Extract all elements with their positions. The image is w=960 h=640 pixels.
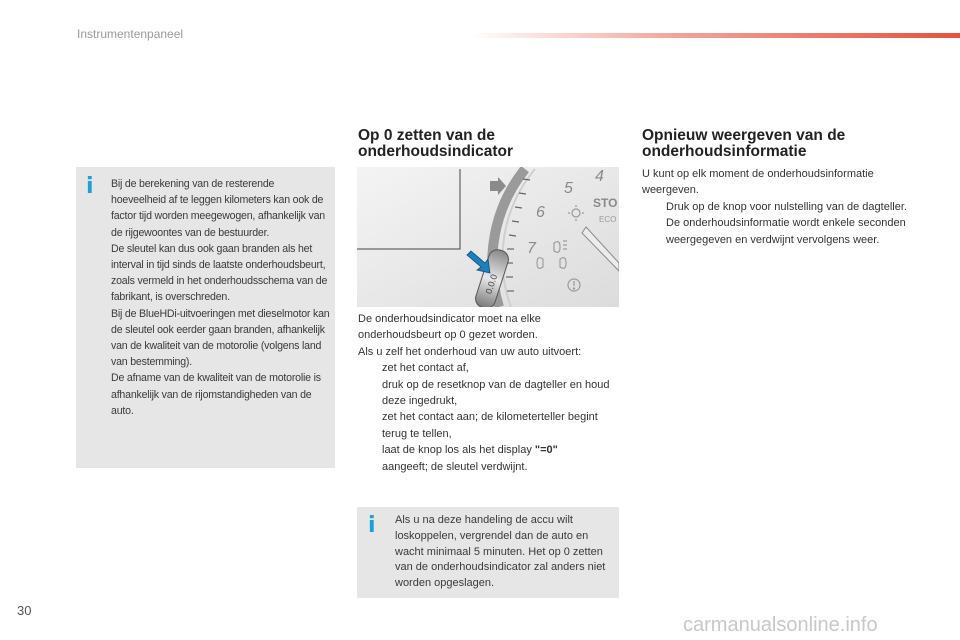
display-value: "=0" [534,444,558,457]
list-item [358,409,618,442]
display-intro: U kunt op elk moment de onderhoudsinformatie weergeven. [642,168,874,197]
bullet-glyph [358,409,382,442]
section-title-reset: Op 0 zetten van de onderhoudsindicator [358,127,513,160]
display-text-eco: ECO [599,215,617,224]
info-icon: i [368,513,376,538]
list-item [642,199,912,248]
list-item [358,377,618,410]
reset-instructions [358,311,618,475]
header-section-title: Instrumentenpaneel [77,27,184,41]
dial-number-4: 4 [595,168,604,185]
display-step: Druk op de knop voor nulstelling van de dagteller. De onderhoudsinformatie wordt enkele seconden weergegeven en verdwijnt vervolgens weer. [666,200,907,246]
list-item [358,360,618,376]
reset-step-2: druk op de resetknop van de dagteller en houd deze ingedrukt, [382,378,610,408]
bullet-glyph [358,360,382,376]
page-number: 30 [17,603,32,618]
info-note-bottom-text: Als u na deze handeling de accu wilt loskoppelen, vergrendel dan de auto en wacht minimaal 5 minuten. Het op 0 zetten van de onderhoudsindicator zal anders niet worden opgeslagen. [395,514,606,590]
dial-number-7: 7 [527,240,536,257]
reset-step-3: zet het contact aan; de kilometerteller begint terug te tellen, [382,411,598,440]
reset-step-1: zet het contact af, [382,362,469,375]
watermark: carmanualsonline.info [683,614,878,636]
reset-step-4-suffix: aangeeft; de sleutel verdwijnt. [382,460,528,473]
info-note-bottom [357,507,619,598]
reset-intro: De onderhoudsindicator moet na elke onderhoudsbeurt op 0 gezet worden. Als u zelf het onderhoud van uw auto uitvoert: [358,313,582,358]
svg-text:0.0.0: 0.0.0 [483,272,500,296]
section-title-display: Opnieuw weergeven van de onderhoudsinformatie [642,127,846,160]
list-item [358,442,618,475]
dashboard-dial-image [357,167,619,307]
reset-step-4-prefix: laat de knop los als het display [382,444,535,457]
header-accent-bar [470,33,960,38]
display-text-sto: STO [593,196,618,210]
info-note-left-text: Bij de berekening van de resterende hoeveelheid af te leggen kilometers kan ook de factor tijd worden meegewogen, afhankelijk van de rijgewoontes van de bestuurder. De sleutel kan dus ook gaan branden als het interval in tijd sinds de laatste onderhoudsbeurt, zoals vermeld in het onderhoudsschema van de fabrikant, is overschreden. Bij de BlueHDi-uitvoeringen met dieselmotor kan de sleutel ook eerder gaan branden, afhankelijk van de kwaliteit van de motorolie (volgens land van bestemming). De afname van de kwaliteit van de motorolie is afhankelijk van de rijomstandigheden van de auto. [111,178,330,417]
dial-number-5: 5 [564,180,573,197]
display-instructions [642,166,912,248]
bullet-glyph [358,442,382,475]
info-note-left [76,167,335,468]
info-icon: i [86,174,94,199]
bullet-glyph [642,199,666,248]
dial-number-6: 6 [536,204,545,221]
bullet-glyph [358,377,382,410]
reset-step-4 [382,442,618,475]
instrument-panel-illustration [357,167,619,307]
